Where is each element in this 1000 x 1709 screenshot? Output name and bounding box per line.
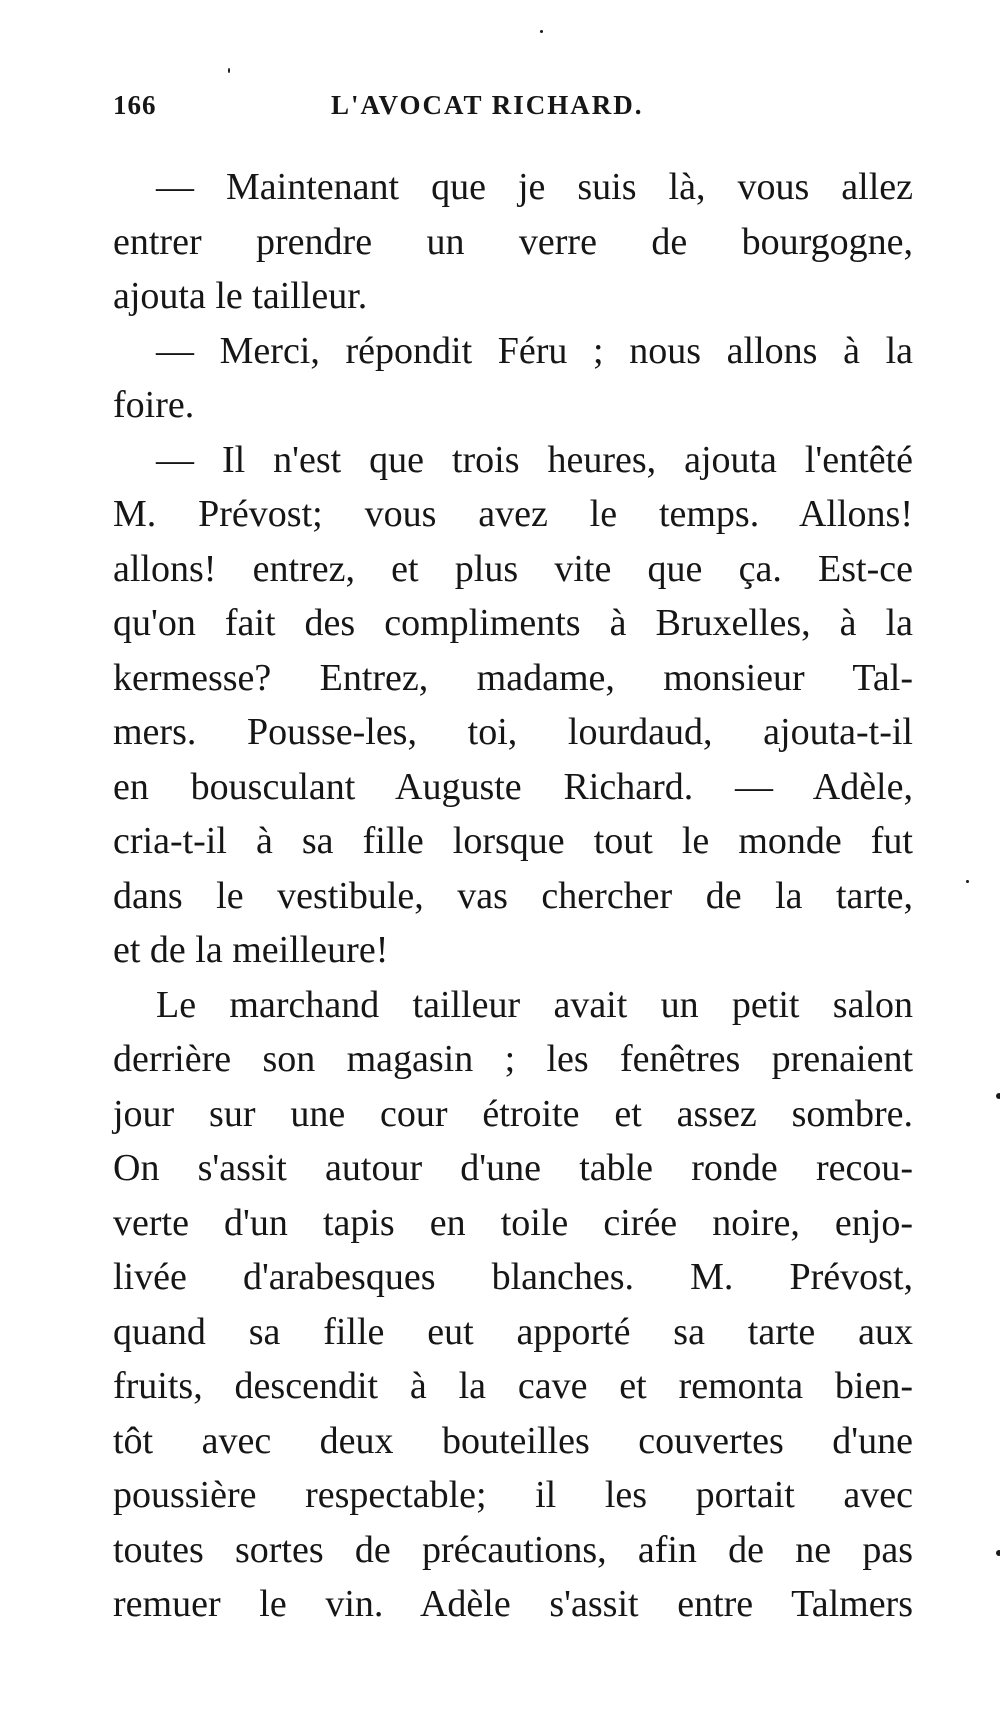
text-line: derrière son magasin ; les fenêtres prenaient <box>113 1038 913 1080</box>
text-line: ajouta le tailleur. <box>113 275 368 317</box>
text-line: jour sur une cour étroite et assez sombre. <box>113 1092 913 1135</box>
text-line: tôt avec deux bouteilles couvertes d'une <box>113 1419 913 1462</box>
text-line: Le marchand tailleur avait un petit salon <box>156 983 913 1026</box>
page-number: 166 <box>113 90 157 120</box>
text-line: fruits, descendit à la cave et remonta bien- <box>113 1365 913 1407</box>
scan-speck <box>228 68 230 73</box>
text-line: mers. Pousse-les, toi, lourdaud, ajouta-t-il <box>113 711 913 753</box>
text-line: — Il n'est que trois heures, ajouta l'entêté <box>156 438 913 481</box>
text-line: foire. <box>113 384 195 426</box>
text-line: On s'assit autour d'une table ronde recou- <box>113 1147 913 1189</box>
text-line: et de la meilleure! <box>113 929 389 971</box>
text-line: M. Prévost; vous avez le temps. Allons! <box>113 493 913 535</box>
text-line: allons! entrez, et plus vite que ça. Est-ce <box>113 547 913 590</box>
running-header <box>113 90 673 130</box>
scan-speck <box>540 30 543 33</box>
scan-speck <box>996 1550 1000 1556</box>
scan-speck <box>966 880 969 883</box>
body-text <box>113 160 913 1632</box>
text-line: — Merci, répondit Féru ; nous allons à la <box>156 329 913 372</box>
text-line: kermesse? Entrez, madame, monsieur Tal- <box>113 656 913 699</box>
text-line: cria-t-il à sa fille lorsque tout le monde fut <box>113 820 913 862</box>
text-line: dans le vestibule, vas chercher de la tarte, <box>113 874 913 917</box>
text-line: verte d'un tapis en toile cirée noire, enjo- <box>113 1201 913 1244</box>
text-line: — Maintenant que je suis là, vous allez <box>156 166 913 208</box>
text-line: quand sa fille eut apporté sa tarte aux <box>113 1310 913 1353</box>
running-title: L'AVOCAT RICHARD. <box>331 90 644 120</box>
text-line: qu'on fait des compliments à Bruxelles, à la <box>113 602 913 644</box>
scan-speck <box>996 1093 1000 1099</box>
text-line: en bousculant Auguste Richard. — Adèle, <box>113 765 913 808</box>
text-line: remuer le vin. Adèle s'assit entre Talmers <box>113 1583 913 1625</box>
text-line: entrer prendre un verre de bourgogne, <box>113 220 913 263</box>
text-line: livée d'arabesques blanches. M. Prévost, <box>113 1256 913 1298</box>
text-line: toutes sortes de précautions, afin de ne pas <box>113 1528 913 1571</box>
text-line: poussière respectable; il les portait avec <box>113 1474 913 1516</box>
